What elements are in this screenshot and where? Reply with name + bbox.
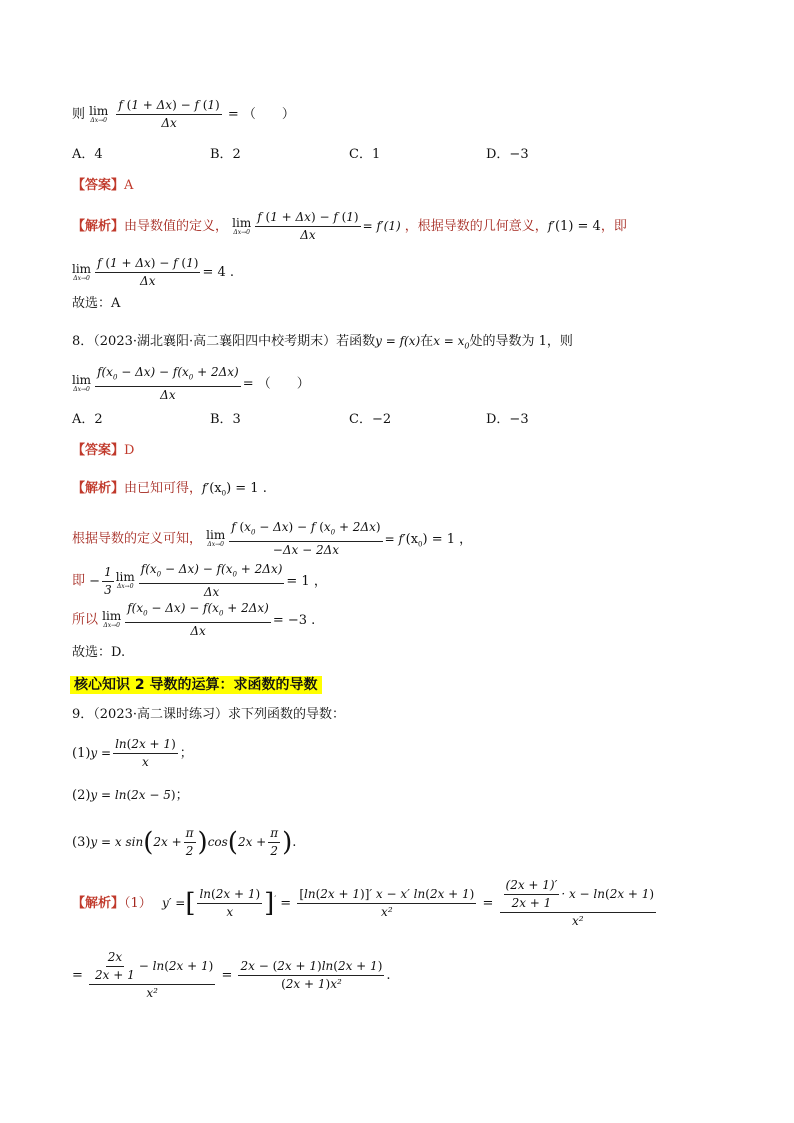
analysis-text: 即 [72, 573, 86, 589]
analysis-label: 【解析】 [72, 219, 125, 234]
limit-symbol: lim Δx→0 [89, 103, 109, 124]
analysis-text: ，即 [600, 219, 627, 234]
q8-analysis-line2: 根据导数的定义可知， lim Δx→0 $\frac{f (x_0 - \Delta x) - f (x_0 + 2\Delta x)}{-\Delta x - 2\Delta x}$ = $f'(x_0) = 1$ ， [72, 520, 473, 558]
answer-value: A [124, 178, 134, 193]
q7-final: 故选：A [72, 296, 121, 311]
q8-option-a: A．2 [72, 412, 103, 427]
item-number: (2) [72, 788, 91, 803]
math-inline: lim Δx→0 $\frac{f (1 + \Delta x) - f (1)}{\Delta x}$ = f′(1) [232, 210, 401, 242]
q9-stem: 9．（2023·高二课时练习）求下列函数的导数： [72, 707, 345, 722]
q8-eq-tail: = （ ） [242, 376, 310, 392]
analysis-text: 由导数值的定义， [124, 219, 229, 234]
analysis-text: ，根据导数的几何意义， [404, 219, 548, 234]
q9-item-1: (1)y = $\frac{\ln(2x + 1)}{x}$ ； [72, 737, 193, 769]
q8-answer [72, 442, 134, 460]
analysis-label: 【解析】 [72, 896, 125, 911]
q7-eq-tail: = （ ） [227, 107, 295, 122]
q8-final: 故选：D. [72, 645, 126, 660]
q7-stem-prefix: 则 [72, 107, 86, 122]
q9-analysis-line1: 【解析】（1） y′ =[ $\frac{\ln(2x + 1)}{x}$ ]′ = $\frac{[\ln(2x + 1)]' x - x' \ln(2x + 1)}{\text{x²}}$ = $\frac{(2x + 1)'}{2x + 1}$ · x − ln(2x + 1) x² [72, 878, 655, 928]
analysis-text: 所以 [72, 612, 99, 628]
q7-stem-line [72, 98, 295, 131]
analysis-label: 【解析】 [72, 481, 125, 496]
item-number: (3) [72, 835, 91, 850]
answer-label: 【答案】 [72, 178, 125, 193]
q8-analysis-line4: 所以 lim Δx→0 $\frac{f(x_0 - \Delta x) - f(x_0 + 2\Delta x)}{\Delta x}$ = −3 . [72, 601, 316, 639]
q9-item-2: (2)y = ln(2x − 5)； [72, 788, 189, 803]
q8-analysis-line3: 即 − $\frac{1}{3}$ lim Δx→0 $\frac{f(x_0 - \Delta x) - f(x_0 + 2\Delta x)}{\Delta x}$ = 1 ， [72, 562, 327, 600]
q7-option-d: D．−3 [486, 147, 529, 162]
q7-option-a: A．4 [72, 147, 103, 162]
q8-stem-mid: 在 [420, 334, 434, 349]
item-number: (1) [72, 746, 91, 761]
q7-option-b: B．2 [210, 147, 241, 162]
section-heading [70, 674, 322, 695]
q8-analysis-line1: 【解析】由已知可得，$f'(x_0) = 1$ . [72, 481, 267, 498]
q8-option-d: D．−3 [486, 412, 529, 427]
q8-stem-tail: 处的导数为 1，则 [469, 334, 573, 349]
fraction: $\frac{f (1 + \Delta x) - f (1)}{\Delta x}$ [118, 98, 220, 130]
q8-stem-text: 8．（2023·湖北襄阳·高二襄阳四中校考期末）若函数 [72, 334, 376, 349]
analysis-text: 由已知可得， [124, 481, 203, 496]
q7-analysis-line1: 【解析】由导数值的定义， lim Δx→0 $\frac{f (1 + \Delta x) - f (1)}{\Delta x}$ = f′(1) ，根据导数的几何意义，f′(1) = 4，即 [72, 210, 627, 242]
q9-item-3: (3)y = x sin(2x + $\frac{\pi}{2}$ )cos(2x + $\frac{\pi}{2}$ ). [72, 826, 297, 858]
answer-value: D [124, 443, 135, 458]
q8-formula: lim Δx→0 $\frac{f(x_0 - \Delta x) - f(x_0 + 2\Delta x)}{\Delta x}$ = （ ） [72, 365, 310, 403]
q9-analysis-line2: = $\frac{2x}{2x + 1}$ − ln(2x + 1) x² = $\frac{2x - (2x + 1)\ln(2x + 1)}{\text{(2x + 1)x²}}$ . [72, 950, 391, 1000]
q7-option-c: C．1 [349, 147, 381, 162]
section-title: 核心知识 2 导数的运算：求函数的导数 [70, 676, 322, 694]
answer-label: 【答案】 [72, 443, 125, 458]
q8-option-c: C．−2 [349, 412, 392, 427]
q7-analysis-line2: lim Δx→0 $\frac{f (1 + \Delta x) - f (1)}{\Delta x}$ = 4 . [72, 256, 234, 288]
q8-option-b: B．3 [210, 412, 241, 427]
analysis-text: 根据导数的定义可知， [72, 531, 203, 547]
q8-stem: 8．（2023·湖北襄阳·高二襄阳四中校考期末）若函数y = f(x)在$x = x_0$处的导数为 1，则 [72, 334, 573, 351]
analysis-part: （1） [124, 896, 152, 911]
q7-answer [72, 177, 133, 195]
